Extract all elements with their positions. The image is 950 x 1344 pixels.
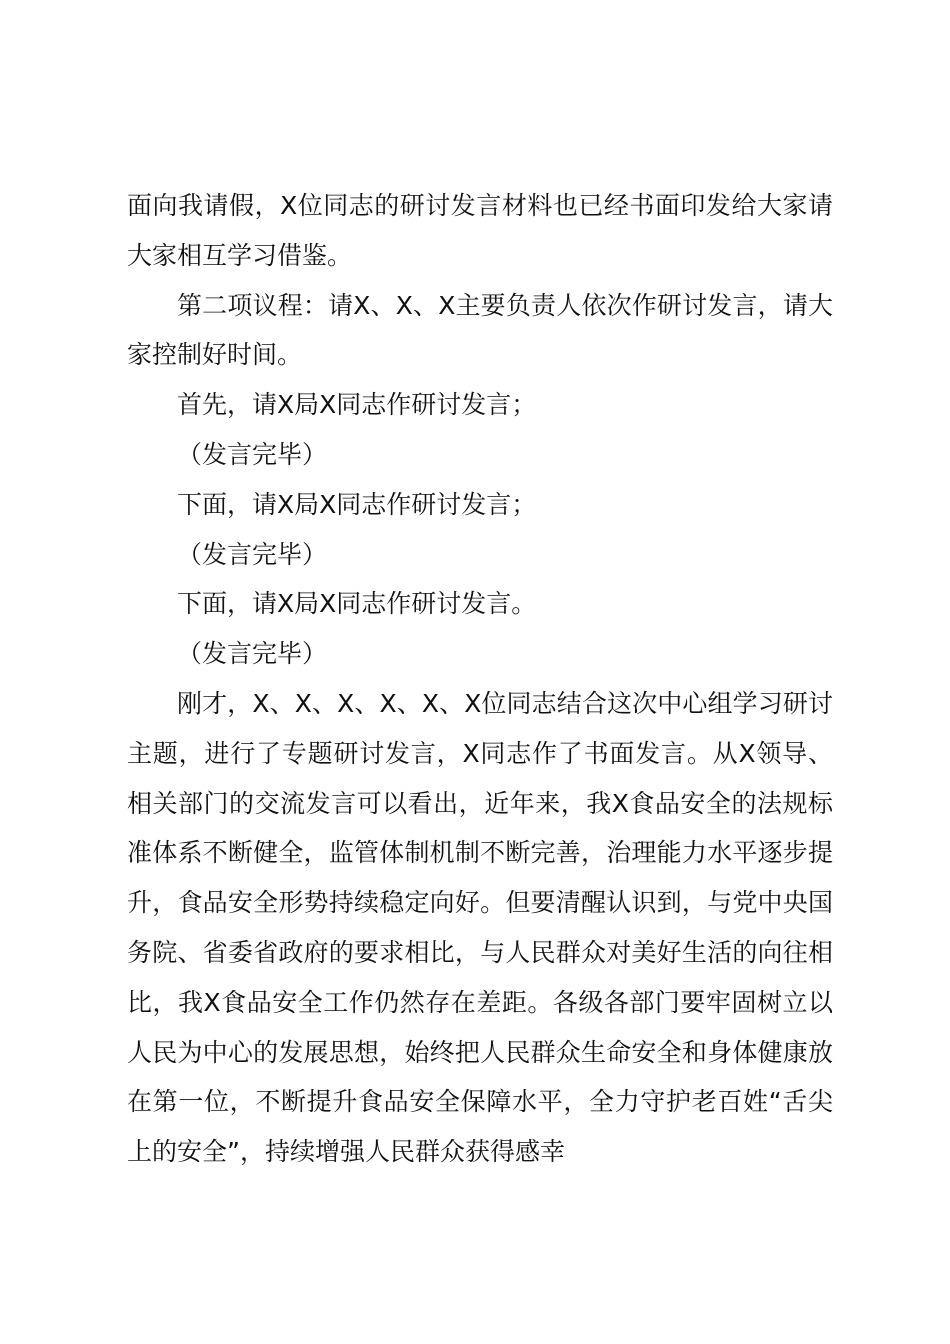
paragraph-first-speaker: 首先，请X局X同志作研讨发言； bbox=[177, 390, 537, 420]
paragraph-speech-finished: （发言完毕） bbox=[177, 439, 328, 469]
paragraph-speech-finished: （发言完毕） bbox=[177, 539, 328, 569]
paragraph-next-speaker: 下面，请X局X同志作研讨发言。 bbox=[177, 589, 537, 619]
paragraph-agenda-item-two: 第二项议程：请X、X、X主要负责人依次作研讨发言，请大家控制好时间。 bbox=[127, 290, 833, 370]
document-body bbox=[127, 181, 833, 1177]
paragraph-next-speaker: 下面，请X局X同志作研讨发言； bbox=[177, 489, 537, 519]
paragraph-summary: 刚才，X、X、X、X、X、X位同志结合这次中心组学习研讨主题，进行了专题研讨发言，X同志作了书面发言。从X领导、相关部门的交流发言可以看出，近年来，我X食品安全的法规标准体系不断健全，监管体制机制不断完善，治理能力水平逐步提升，食品安全形势持续稳定向好。但要清醒认识到，与党中央国务院、省委省政府的要求相比，与人民群众对美好生活的向往相比，我X食品安全工作仍然存在差距。各级各部门要牢固树立以人民为中心的发展思想，始终把人民群众生命安全和身体健康放在第一位，不断提升食品安全保障水平，全力守护老百姓“舌尖上的安全”，持续增强人民群众获得感幸 bbox=[127, 688, 833, 1167]
paragraph-continuation: 面向我请假，X位同志的研讨发言材料也已经书面印发给大家请大家相互学习借鉴。 bbox=[127, 191, 833, 270]
paragraph-speech-finished: （发言完毕） bbox=[177, 639, 328, 669]
